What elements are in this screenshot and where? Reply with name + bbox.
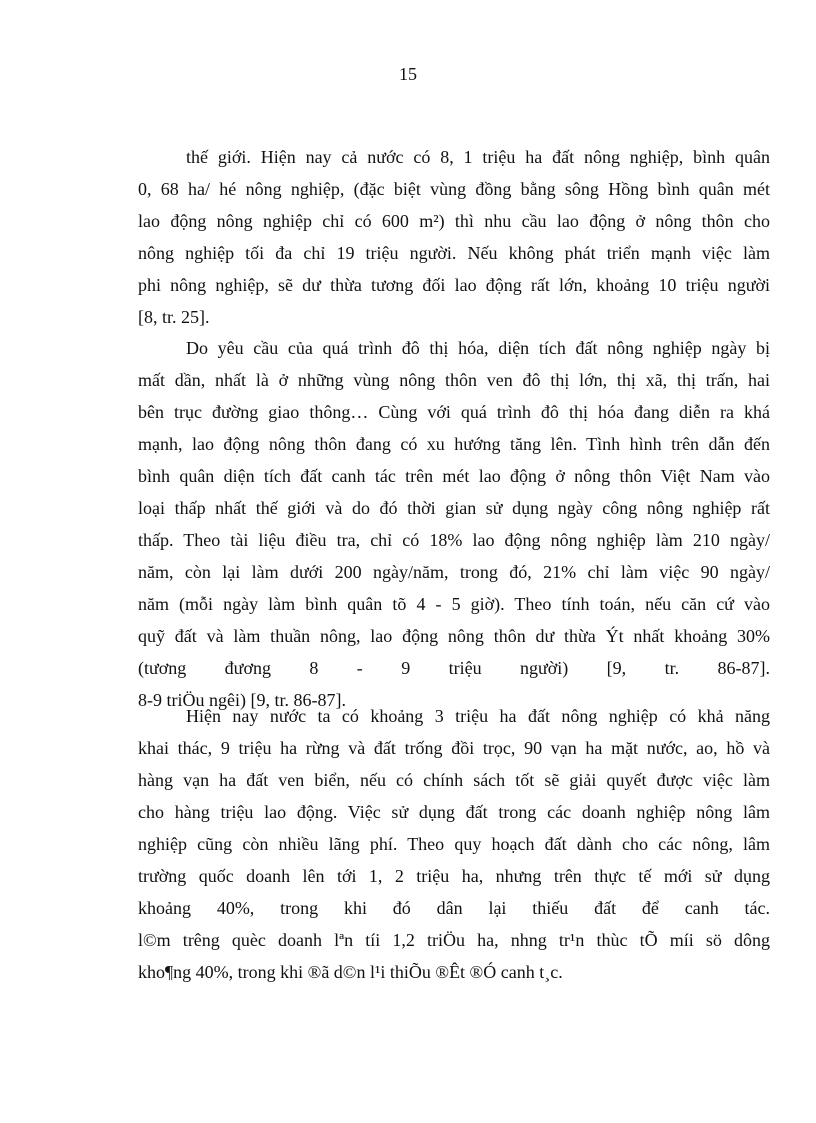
text-line: nông nghiệp tối đa chỉ 19 triệu người. Nếu không phát triển mạnh việc làm [138, 243, 770, 263]
paragraph-1 [138, 141, 770, 333]
text-line: Hiện nay nước ta có khoảng 3 triệu ha đất nông nghiệp có khả năng [186, 706, 770, 726]
text-line: mất dần, nhất là ở những vùng nông thôn ven đô thị lớn, thị xã, thị trấn, hai [138, 370, 770, 390]
text-line: (tương đương 8 - 9 triệu người) [9, tr. 86-87]. [138, 658, 770, 678]
text-line: [8, tr. 25]. [138, 307, 210, 327]
page-number: 15 [399, 64, 417, 84]
text-line: l©m trêng quèc doanh lªn tíi 1,2 triÖu ha, nhng tr¹n thùc tÕ míi sö dông [138, 930, 770, 950]
text-line: bình quân diện tích đất canh tác trên mét lao động ở nông thôn Việt Nam vào [138, 466, 770, 486]
text-line: nghiệp cũng còn nhiều lãng phí. Theo quy hoạch đất dành cho các nông, lâm [138, 834, 770, 854]
text-line: phi nông nghiệp, sẽ dư thừa tương đối lao động rất lớn, khoảng 10 triệu người [138, 275, 770, 295]
text-line: Do yêu cầu của quá trình đô thị hóa, diện tích đất nông nghiệp ngày bị [186, 338, 770, 358]
text-line: quỹ đất và làm thuần nông, lao động nông thôn dư thừa Ýt nhất khoảng 30% [138, 626, 770, 646]
text-line: trường quốc doanh lên tới 1, 2 triệu ha, nhưng trên thực tế mới sử dụng [138, 866, 770, 886]
text-line: thấp. Theo tài liệu điều tra, chỉ có 18% lao động nông nghiệp làm 210 ngày/ [138, 530, 770, 550]
text-line: cho hàng triệu lao động. Việc sử dụng đất trong các doanh nghiệp nông lâm [138, 802, 770, 822]
text-line: 0, 68 ha/ hé nông nghiệp, (đặc biệt vùng đồng bằng sông Hồng bình quân mét [138, 179, 770, 199]
text-line: mạnh, lao động nông thôn đang có xu hướng tăng lên. Tình hình trên dẫn đến [138, 434, 770, 454]
text-line: khoảng 40%, trong khi đó dân lại thiếu đất để canh tác. [138, 898, 770, 918]
text-line: bên trục đường giao thông… Cùng với quá trình đô thị hóa đang diễn ra khá [138, 402, 770, 422]
text-line: năm, còn lại làm dưới 200 ngày/năm, trong đó, 21% chỉ làm việc 90 ngày/ [138, 562, 770, 582]
text-line: 8-9 triÖu ngêi) [9, tr. 86-87]. [138, 690, 346, 710]
paragraph-2 [138, 332, 770, 716]
paragraph-3 [138, 700, 770, 988]
text-line: khai thác, 9 triệu ha rừng và đất trống đồi trọc, 90 vạn ha mặt nước, ao, hồ và [138, 738, 770, 758]
text-line: hàng vạn ha đất ven biển, nếu có chính sách tốt sẽ giải quyết được việc làm [138, 770, 770, 790]
text-line: năm (mỗi ngày làm bình quân tõ 4 - 5 giờ). Theo tính toán, nếu căn cứ vào [138, 594, 770, 614]
text-line: loại thấp nhất thế giới và do đó thời gian sử dụng ngày công nông nghiệp rất [138, 498, 770, 518]
text-line: kho¶ng 40%, trong khi ®ã d©n l¹i thiÕu ®Êt ®Ó canh t¸c. [138, 962, 563, 982]
text-line: lao động nông nghiệp chỉ có 600 m²) thì nhu cầu lao động ở nông thôn cho [138, 211, 770, 231]
text-line: thế giới. Hiện nay cả nước có 8, 1 triệu ha đất nông nghiệp, bình quân [186, 147, 770, 167]
